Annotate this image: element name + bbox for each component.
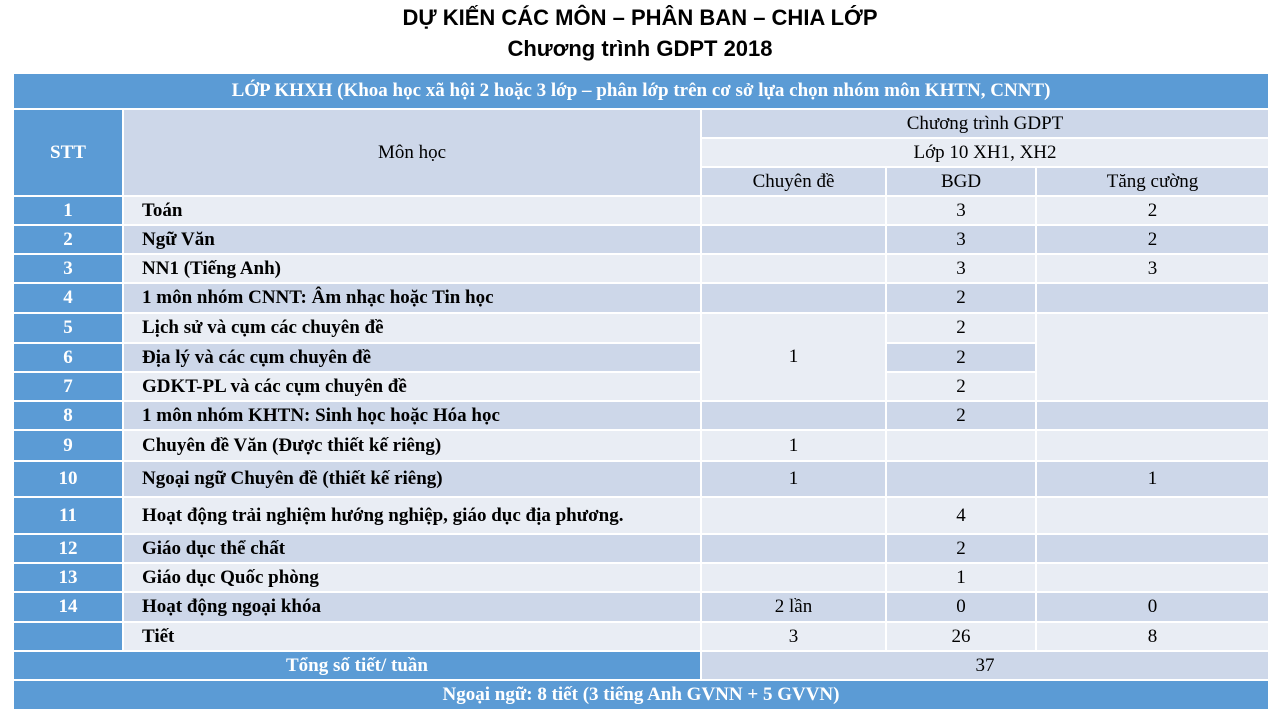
row-topic-merged: 1 — [701, 313, 886, 401]
row-topic — [701, 225, 886, 254]
row-subject: Toán — [123, 196, 701, 225]
totals-stt — [13, 622, 123, 651]
row-bgd: 3 — [886, 225, 1036, 254]
row-extra — [1036, 563, 1269, 592]
header-stt: STT — [13, 109, 123, 196]
row-bgd: 2 — [886, 534, 1036, 563]
row-stt: 9 — [13, 430, 123, 461]
row-subject: Hoạt động ngoại khóa — [123, 592, 701, 622]
row-bgd: 0 — [886, 592, 1036, 622]
row-stt: 8 — [13, 401, 123, 430]
row-subject: Lịch sử và cụm các chuyên đề — [123, 313, 701, 343]
row-extra — [1036, 401, 1269, 430]
row-stt: 6 — [13, 343, 123, 372]
row-extra: 2 — [1036, 225, 1269, 254]
row-stt: 2 — [13, 225, 123, 254]
row-extra-merged — [1036, 313, 1269, 401]
header-topic: Chuyên đề — [701, 167, 886, 196]
row-bgd: 2 — [886, 372, 1036, 401]
row-subject: GDKT-PL và các cụm chuyên đề — [123, 372, 701, 401]
row-extra: 3 — [1036, 254, 1269, 283]
row-stt: 10 — [13, 461, 123, 497]
row-topic — [701, 254, 886, 283]
row-bgd — [886, 461, 1036, 497]
row-bgd: 3 — [886, 196, 1036, 225]
row-stt: 4 — [13, 283, 123, 313]
row-subject: Ngữ Văn — [123, 225, 701, 254]
row-extra: 1 — [1036, 461, 1269, 497]
row-stt: 5 — [13, 313, 123, 343]
row-topic: 1 — [701, 461, 886, 497]
header-extra: Tăng cường — [1036, 167, 1269, 196]
weekly-total-label: Tổng số tiết/ tuần — [13, 651, 701, 680]
curriculum-table — [12, 72, 1270, 711]
row-bgd: 2 — [886, 401, 1036, 430]
totals-bgd: 26 — [886, 622, 1036, 651]
page-title: DỰ KIẾN CÁC MÔN – PHÂN BAN – CHIA LỚP — [402, 5, 878, 30]
totals-topic: 3 — [701, 622, 886, 651]
row-bgd — [886, 430, 1036, 461]
row-topic — [701, 497, 886, 534]
footer-note: Ngoại ngữ: 8 tiết (3 tiếng Anh GVNN + 5 GVVN) — [13, 680, 1269, 710]
row-topic — [701, 563, 886, 592]
class-banner: LỚP KHXH (Khoa học xã hội 2 hoặc 3 lớp – phân lớp trên cơ sở lựa chọn nhóm môn KHTN, CNNT) — [13, 73, 1269, 109]
row-extra — [1036, 430, 1269, 461]
row-subject: Địa lý và các cụm chuyên đề — [123, 343, 701, 372]
header-bgd: BGD — [886, 167, 1036, 196]
row-topic — [701, 401, 886, 430]
row-topic — [701, 283, 886, 313]
row-subject: Hoạt động trải nghiệm hướng nghiệp, giáo dục địa phương. — [123, 497, 701, 534]
row-extra: 2 — [1036, 196, 1269, 225]
totals-extra: 8 — [1036, 622, 1269, 651]
totals-label: Tiết — [123, 622, 701, 651]
header-program: Chương trình GDPT — [701, 109, 1269, 138]
row-bgd: 4 — [886, 497, 1036, 534]
row-stt: 12 — [13, 534, 123, 563]
row-subject: 1 môn nhóm CNNT: Âm nhạc hoặc Tin học — [123, 283, 701, 313]
row-stt: 3 — [13, 254, 123, 283]
row-bgd: 1 — [886, 563, 1036, 592]
row-subject: Chuyên đề Văn (Được thiết kế riêng) — [123, 430, 701, 461]
row-subject: Giáo dục thể chất — [123, 534, 701, 563]
row-subject: NN1 (Tiếng Anh) — [123, 254, 701, 283]
row-bgd: 2 — [886, 283, 1036, 313]
row-topic: 2 lần — [701, 592, 886, 622]
row-topic: 1 — [701, 430, 886, 461]
row-bgd: 2 — [886, 313, 1036, 343]
page-subtitle: Chương trình GDPT 2018 — [507, 36, 773, 61]
row-stt: 14 — [13, 592, 123, 622]
row-extra — [1036, 283, 1269, 313]
row-stt: 7 — [13, 372, 123, 401]
row-extra — [1036, 534, 1269, 563]
row-stt: 13 — [13, 563, 123, 592]
row-extra — [1036, 497, 1269, 534]
row-subject: 1 môn nhóm KHTN: Sinh học hoặc Hóa học — [123, 401, 701, 430]
header-subject: Môn học — [123, 109, 701, 196]
header-classes: Lớp 10 XH1, XH2 — [701, 138, 1269, 167]
weekly-total-value: 37 — [701, 651, 1269, 680]
row-bgd: 2 — [886, 343, 1036, 372]
row-subject: Ngoại ngữ Chuyên đề (thiết kế riêng) — [123, 461, 701, 497]
row-bgd: 3 — [886, 254, 1036, 283]
row-topic — [701, 196, 886, 225]
row-stt: 1 — [13, 196, 123, 225]
row-subject: Giáo dục Quốc phòng — [123, 563, 701, 592]
row-topic — [701, 534, 886, 563]
row-extra: 0 — [1036, 592, 1269, 622]
row-stt: 11 — [13, 497, 123, 534]
